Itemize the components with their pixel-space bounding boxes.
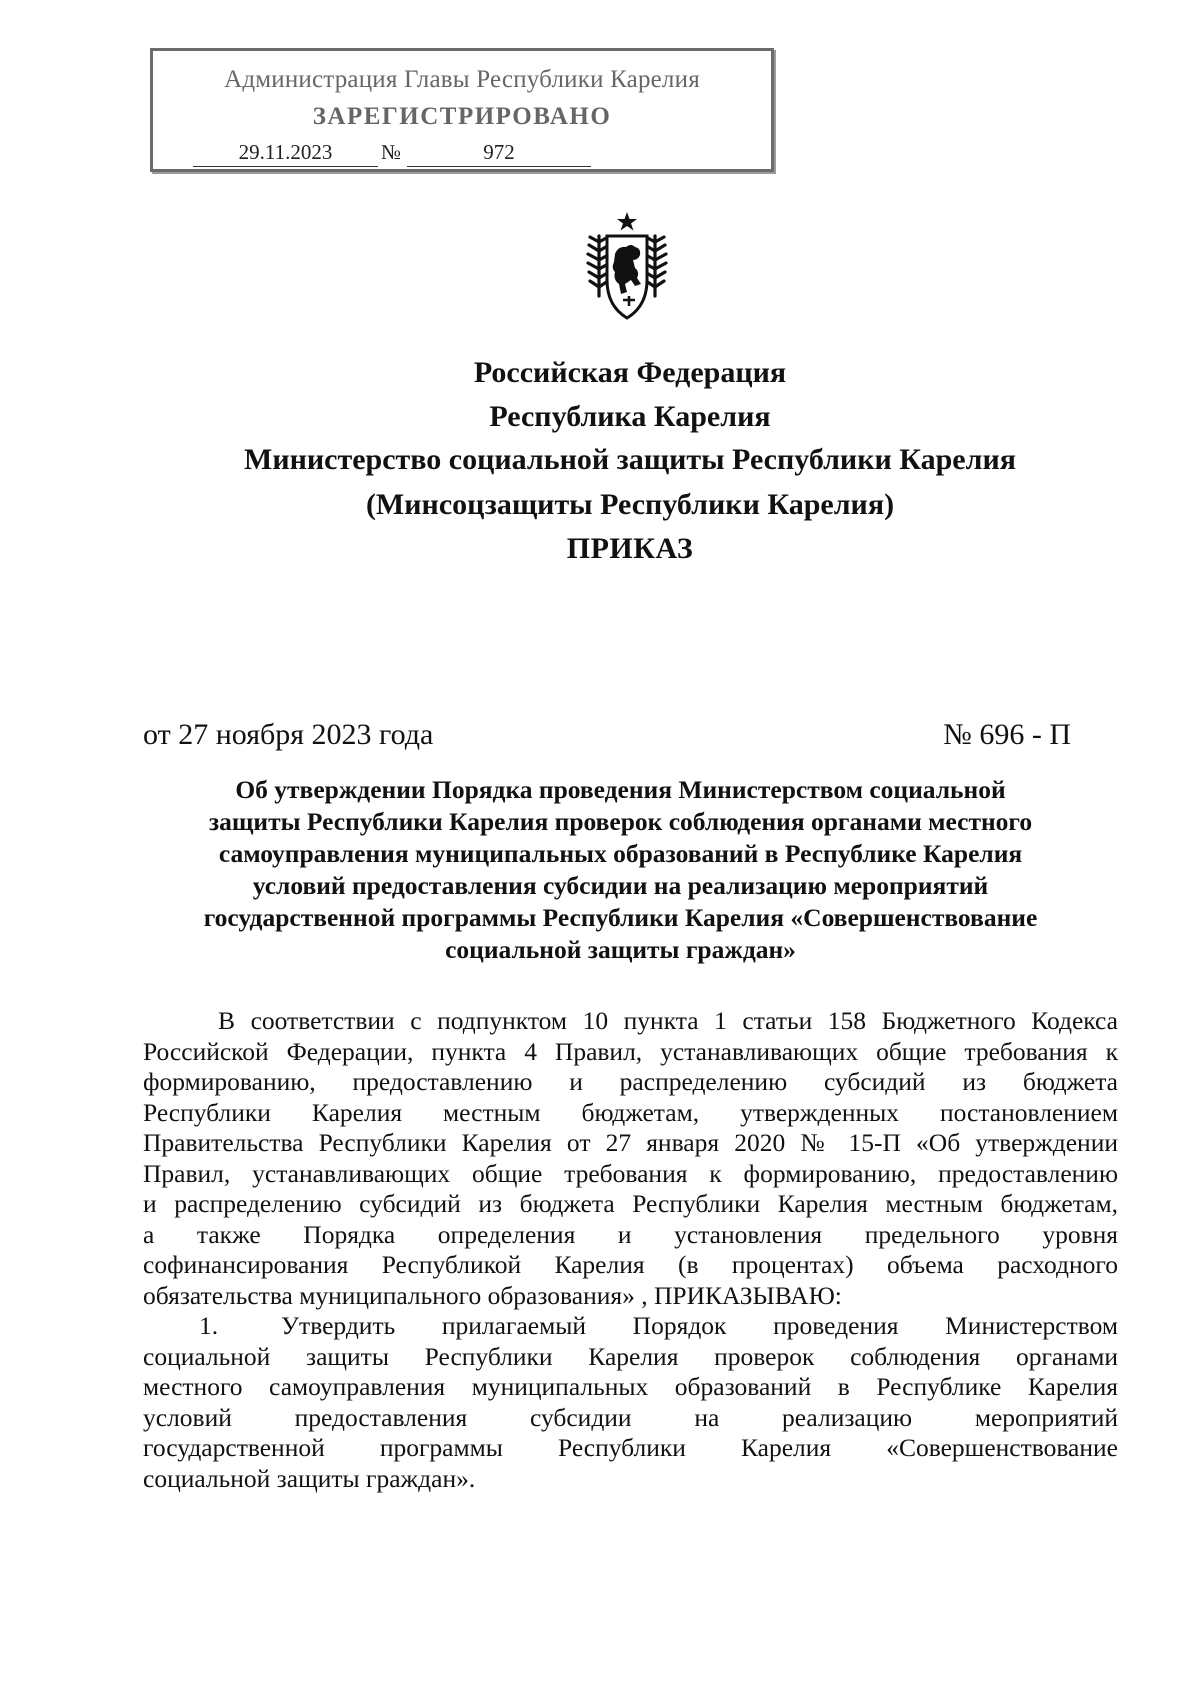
item-first-line: Утвердить прилагаемый Порядок проведения Министерством — [281, 1311, 1118, 1340]
registration-stamp — [150, 48, 774, 172]
stamp-number: 972 — [407, 140, 591, 167]
item-number: 1. — [199, 1311, 219, 1340]
header-republic: Республика Карелия — [489, 400, 771, 433]
header-ministry-short: (Минсоцзащиты Республики Карелия) — [365, 488, 895, 521]
subject-line: условий предоставления субсидии на реализацию мероприятий — [252, 871, 989, 900]
order-item-1 — [143, 1311, 1118, 1342]
subject-line: государственной программы Республики Карелия «Совершенствование — [203, 903, 1038, 932]
item-line: социальной защиты граждан». — [143, 1463, 476, 1493]
subject-line: самоуправления муниципальных образований в Республике Карелия — [218, 839, 1023, 868]
item-line: социальной защиты Республики Карелия проверок соблюдения органами — [143, 1341, 1118, 1371]
order-body — [143, 1006, 1118, 1494]
stamp-date: 29.11.2023 — [193, 140, 378, 167]
header-country: Российская Федерация — [473, 356, 787, 389]
header-document-type: ПРИКАЗ — [566, 532, 694, 565]
header-ministry: Министерство социальной защиты Республики Карелия — [244, 443, 1016, 476]
subject-line: социальной защиты граждан» — [445, 935, 796, 964]
preamble-line: и распределению субсидий из бюджета Республики Карелия местным бюджетам, — [143, 1189, 1118, 1218]
preamble-line: В соответствии с подпунктом 10 пункта 1 статьи 158 Бюджетного Кодекса — [218, 1006, 1118, 1035]
preamble-line: Правил, устанавливающих общие требования к формированию, предоставлению — [143, 1158, 1118, 1188]
karelia-coat-of-arms-icon — [585, 210, 669, 324]
stamp-status: ЗАРЕГИСТРИРОВАНО — [312, 103, 612, 130]
item-line: условий предоставления субсидии на реализацию мероприятий — [143, 1402, 1118, 1432]
subject-line: защиты Республики Карелия проверок соблюдения органами местного — [208, 807, 1033, 836]
subject-line: Об утверждении Порядка проведения Министерством социальной — [235, 775, 1006, 804]
preamble-line: формированию, предоставлению и распределению субсидий из бюджета — [143, 1067, 1118, 1096]
stamp-organization: Администрация Главы Республики Карелия — [224, 66, 700, 93]
preamble-line: а также Порядка определения и установления предельного уровня — [143, 1219, 1118, 1249]
order-date: от 27 ноября 2023 года — [143, 718, 434, 751]
stamp-registration-line — [193, 141, 753, 167]
preamble-line: софинансирования Республикой Карелия (в процентах) объема расходного — [143, 1250, 1118, 1279]
preamble-line: Правительства Республики Карелия от 27 января 2020 № 15-П «Об утверждении — [143, 1128, 1118, 1157]
preamble-line: обязательства муниципального образования» , ПРИКАЗЫВАЮ: — [143, 1280, 842, 1310]
preamble-line: Российской Федерации, пункта 4 Правил, устанавливающих общие требования к — [143, 1036, 1118, 1066]
item-line: местного самоуправления муниципальных образований в Республике Карелия — [143, 1372, 1118, 1401]
preamble-line: Республики Карелия местным бюджетам, утвержденных постановлением — [143, 1097, 1118, 1127]
order-number: № 696 - П — [943, 718, 1071, 751]
stamp-number-label: № — [381, 140, 402, 164]
item-line: государственной программы Республики Карелия «Совершенствование — [143, 1433, 1118, 1462]
order-subject — [143, 774, 1098, 966]
